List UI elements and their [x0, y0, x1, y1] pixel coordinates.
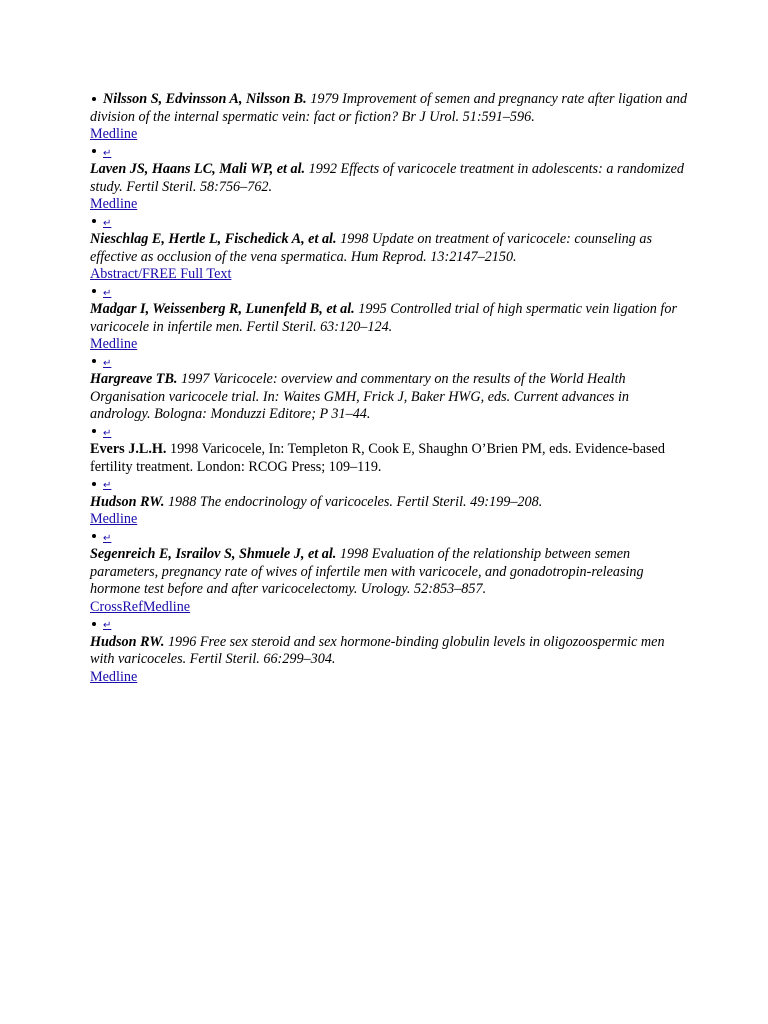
reference-text: 1996 Free sex steroid and sex hormone-binding globulin levels in oligozoospermic men with varicoceles. Fertil Steril. 66:299–304.: [90, 633, 665, 667]
reference-text: 1998 Update on treatment of varicocele: counseling as effective as occlusion of the vena spermatica. Hum Reprod. 13:2147–2150.: [90, 231, 653, 265]
return-arrow-icon[interactable]: ↵: [103, 217, 112, 229]
link-group: [90, 599, 690, 617]
reference-item: [90, 91, 690, 144]
medline-link[interactable]: Medline: [90, 511, 138, 527]
return-arrow-icon[interactable]: ↵: [103, 620, 112, 631]
medline-link[interactable]: Medline: [142, 598, 191, 615]
medline-link[interactable]: Medline: [90, 668, 138, 685]
reference-authors: Hudson RW.: [90, 633, 165, 650]
return-arrow-icon[interactable]: ↵: [103, 147, 112, 159]
medline-link[interactable]: Medline: [90, 336, 138, 352]
return-arrow-icon[interactable]: ↵: [103, 532, 112, 544]
reference-text: 1997 Varicocele: overview and commentary on the results of the World Health Organisation varicocele trial. In: Waites GMH, Frick J, Baker HWG, eds. Current advances in andrology. Bologna: Monduzzi Editore; P 31–44.: [90, 371, 630, 422]
return-arrow-icon[interactable]: ↵: [103, 427, 112, 439]
return-arrow-icon[interactable]: ↵: [103, 480, 112, 491]
bullet-icon: [92, 289, 96, 293]
reference-item: [90, 214, 690, 284]
reference-authors: Nieschlag E, Hertle L, Fischedick A, et al.: [90, 231, 337, 247]
reference-item: [90, 424, 690, 477]
reference-authors: Segenreich E, Israilov S, Shmuele J, et al.: [90, 546, 337, 562]
bullet-icon: [92, 97, 96, 101]
reference-text: 1998 Evaluation of the relationship between semen parameters, pregnancy rate of wives of infertile men with varicocele, and gonadotropin-releasing hormone test before and after varicocelectomy. Urology. 52:853–857.: [90, 546, 644, 597]
reference-item: [90, 476, 690, 529]
reference-text: 1979 Improvement of semen and pregnancy rate after ligation and division of the internal spermatic vein: fact or fiction? Br J Urol. 51:591–596.: [90, 91, 688, 125]
bullet-icon: [92, 149, 96, 153]
return-arrow-icon[interactable]: ↵: [103, 357, 112, 369]
reference-authors: Laven JS, Haans LC, Mali WP, et al.: [90, 161, 306, 177]
bullet-icon: [92, 534, 96, 538]
reference-authors: Evers J.L.H.: [90, 441, 167, 457]
bullet-icon: [92, 359, 96, 363]
bullet-icon: [92, 482, 96, 486]
reference-authors: Hargreave TB.: [90, 371, 178, 387]
reference-text: 1988 The endocrinology of varicoceles. Fertil Steril. 49:199–208.: [164, 493, 543, 510]
reference-authors: Hudson RW.: [90, 493, 165, 510]
reference-authors: Madgar I, Weissenberg R, Lunenfeld B, et al.: [90, 301, 355, 317]
reference-authors: Nilsson S, Edvinsson A, Nilsson B.: [103, 91, 307, 107]
bullet-icon: [92, 219, 96, 223]
reference-item: [90, 616, 690, 686]
reference-item: [90, 284, 690, 354]
bullet-icon: [92, 429, 96, 433]
reference-item: [90, 529, 690, 617]
bullet-icon: [92, 622, 96, 626]
reference-list: [90, 91, 690, 686]
crossref-link[interactable]: CrossRef: [90, 598, 143, 615]
reference-text: 1992 Effects of varicocele treatment in adolescents: a randomized study. Fertil Steril. 58:756–762.: [90, 161, 684, 195]
abstract-full-text-link[interactable]: Abstract/FREE Full Text: [90, 266, 232, 282]
reference-item: [90, 144, 690, 214]
reference-item: [90, 354, 690, 424]
return-arrow-icon[interactable]: ↵: [103, 287, 112, 299]
medline-link[interactable]: Medline: [90, 196, 138, 212]
reference-text: 1995 Controlled trial of high spermatic vein ligation for varicocele in infertile men. Fertil Steril. 63:120–124.: [90, 301, 677, 335]
medline-link[interactable]: Medline: [90, 126, 138, 142]
reference-text: 1998 Varicocele, In: Templeton R, Cook E, Shaughn O’Brien PM, eds. Evidence-based fertility treatment. London: RCOG Press; 109–119.: [90, 441, 665, 475]
